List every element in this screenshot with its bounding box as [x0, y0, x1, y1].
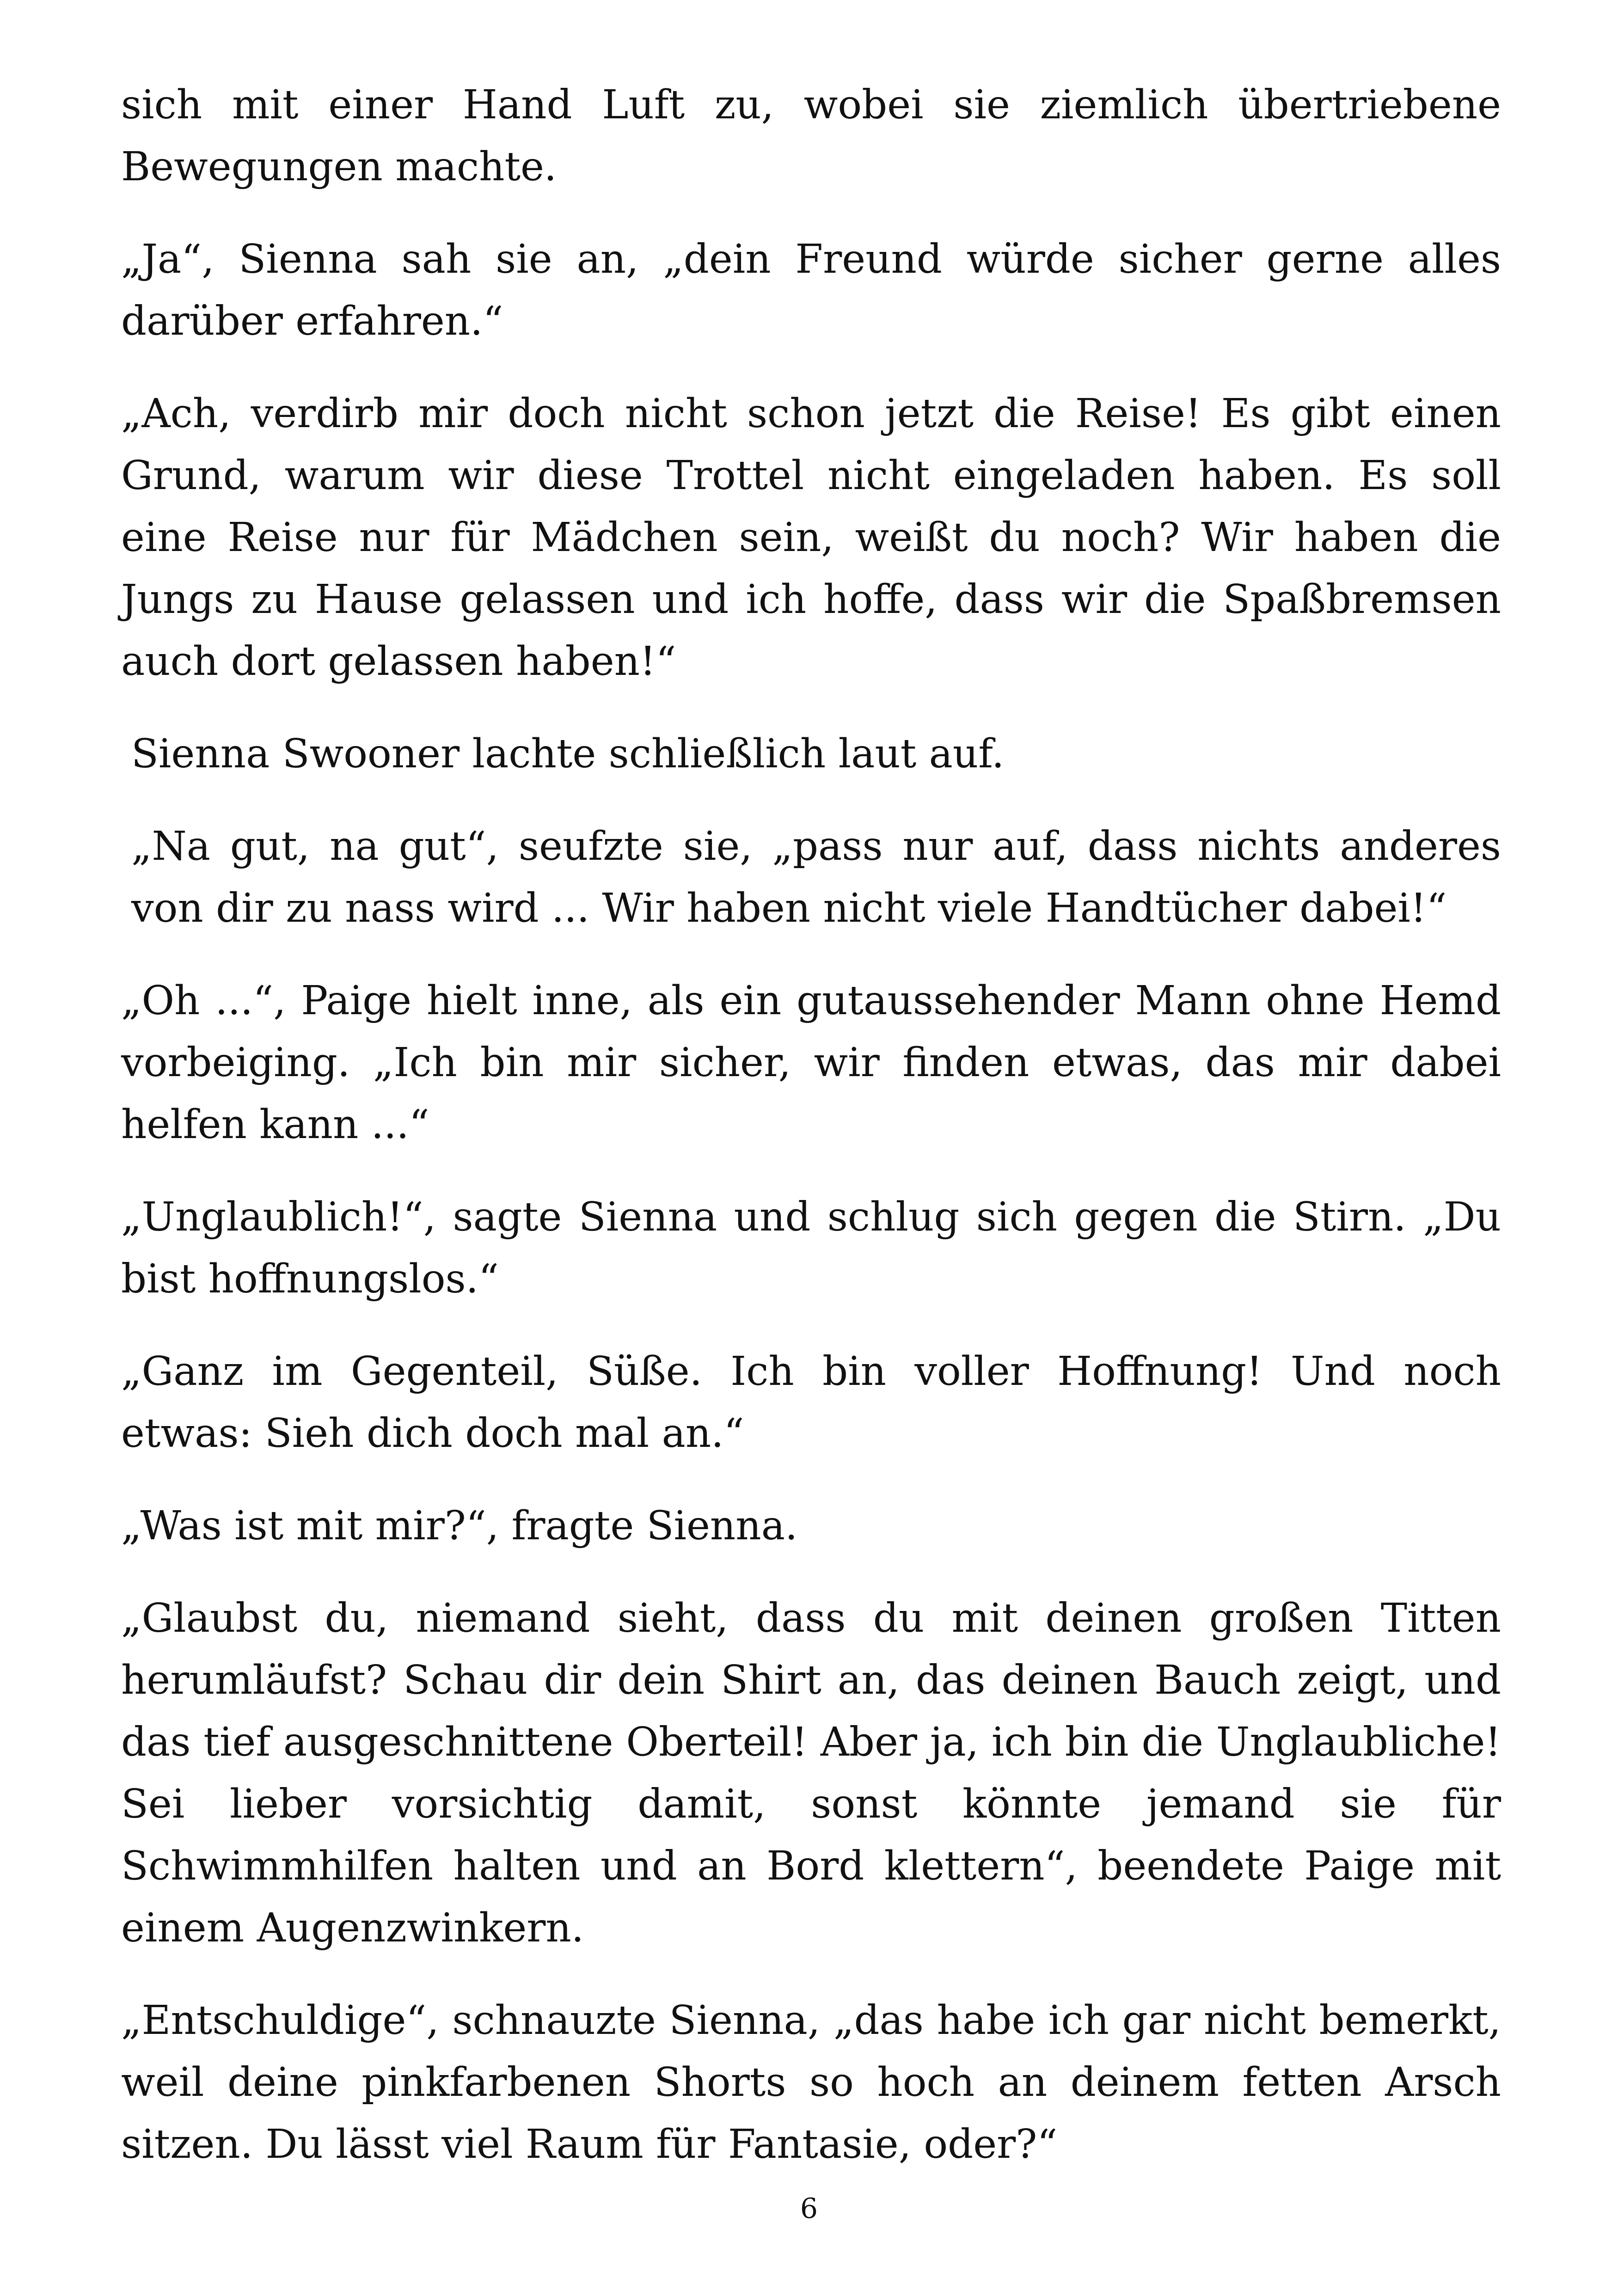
paragraph: sich mit einer Hand Luft zu, wobei sie ziemlich übertriebene Bewegungen machte.	[121, 82, 1501, 190]
paragraph: „Oh ...“, Paige hielt inne, als ein gutaussehender Mann ohne Hemd vorbeiging. „Ich bin mir sicher, wir finden etwas, das mir dabei helfen kann ...“	[121, 978, 1501, 1148]
paragraph: „Was ist mit mir?“, fragte Sienna.	[121, 1503, 798, 1549]
paragraph: „Ganz im Gegenteil, Süße. Ich bin voller Hoffnung! Und noch etwas: Sieh dich doch mal an.“	[121, 1348, 1501, 1457]
paragraph: „Entschuldige“, schnauzte Sienna, „das habe ich gar nicht bemerkt, weil deine pinkfarbenen Shorts so hoch an deinem fetten Arsch sitzen. Du lässt viel Raum für Fantasie, oder?“	[121, 1997, 1501, 2167]
paragraph: „Na gut, na gut“, seufzte sie, „pass nur auf, dass nichts anderes von dir zu nass wird ... Wir haben nicht viele Handtücher dabei!“	[131, 823, 1501, 931]
text-body	[121, 74, 1501, 2206]
paragraph: „Ja“, Sienna sah sie an, „dein Freund würde sicher gerne alles darüber erfahren.“	[121, 236, 1501, 344]
paragraph: „Glaubst du, niemand sieht, dass du mit deinen großen Titten herumläufst? Schau dir dein Shirt an, das deinen Bauch zeigt, und das tief ausgeschnittene Oberteil! Aber ja, ich bin die Unglaubliche! Sei lieber vorsichtig damit, sonst könnte jemand sie für Schwimmhilfen halten und an Bord klettern“, beendete Paige mit einem Augenzwinkern.	[121, 1595, 1501, 1951]
paragraph: „Ach, verdirb mir doch nicht schon jetzt die Reise! Es gibt einen Grund, warum wir diese Trottel nicht eingeladen haben. Es soll eine Reise nur für Mädchen sein, weißt du noch? Wir haben die Jungs zu Hause gelassen und ich hoffe, dass wir die Spaßbremsen auch dort gelassen haben!“	[121, 391, 1501, 685]
paragraph: Sienna Swooner lachte schließlich laut auf.	[131, 731, 1005, 777]
page-number: 6	[800, 2192, 818, 2225]
paragraph: „Unglaublich!“, sagte Sienna und schlug sich gegen die Stirn. „Du bist hoffnungslos.“	[121, 1194, 1501, 1302]
